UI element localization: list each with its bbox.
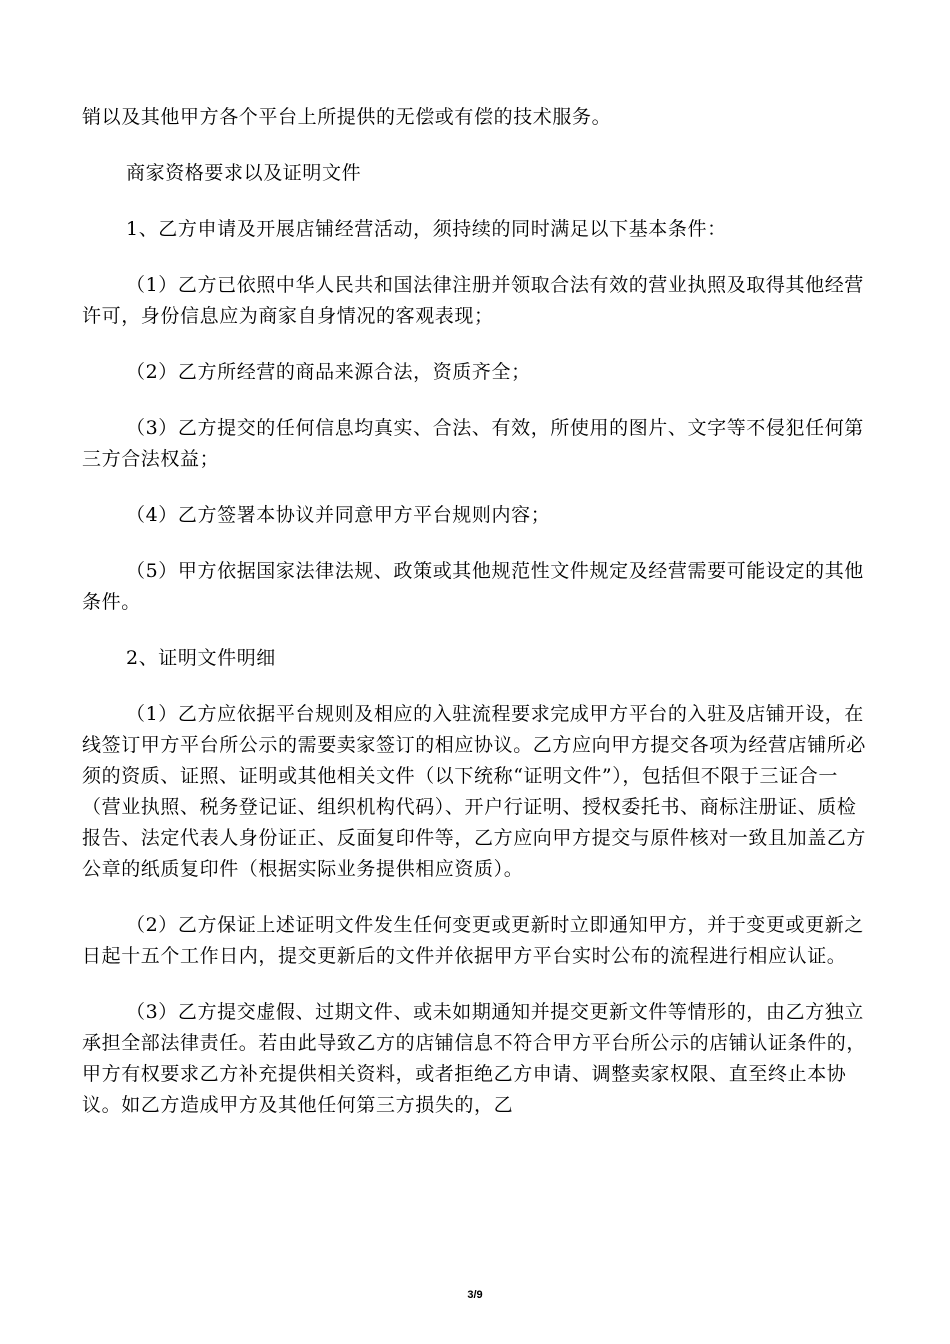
document-body [82, 102, 868, 1146]
condition-4: （4）乙方签署本协议并同意甲方平台规则内容； [126, 504, 551, 526]
condition-3: （3）乙方提交的任何信息均真实、合法、有效，所使用的图片、文字等不侵犯任何第三方合法权益； [82, 417, 864, 470]
condition-5: （5）甲方依据国家法律法规、政策或其他规范性文件规定及经营需要可能设定的其他条件。 [82, 560, 864, 613]
clause-2-document-details: 2、证明文件明细 [126, 647, 276, 669]
document-detail-2: （2）乙方保证上述证明文件发生任何变更或更新时立即通知甲方，并于变更或更新之日起十五个工作日内，提交更新后的文件并依据甲方平台实时公布的流程进行相应认证。 [82, 914, 864, 967]
condition-1: （1）乙方已依照中华人民共和国法律注册并领取合法有效的营业执照及取得其他经营许可，身份信息应为商家自身情况的客观表现； [82, 274, 864, 327]
condition-2: （2）乙方所经营的商品来源合法，资质齐全； [126, 361, 531, 383]
paragraph-continuation: 销以及其他甲方各个平台上所提供的无偿或有偿的技术服务。 [82, 106, 612, 128]
clause-1-basic-conditions: 1、乙方申请及开展店铺经营活动，须持续的同时满足以下基本条件： [126, 218, 727, 240]
section-heading-merchant-qualifications: 商家资格要求以及证明文件 [126, 162, 362, 184]
document-detail-3: （3）乙方提交虚假、过期文件、或未如期通知并提交更新文件等情形的，由乙方独立承担全部法律责任。若由此导致乙方的店铺信息不符合甲方平台所公示的店铺认证条件的，甲方有权要求乙方补充提供相关资料，或者拒绝乙方申请、调整卖家权限、直至终止本协议。如乙方造成甲方及其他任何第三方损失的，乙 [82, 1001, 867, 1116]
page-number: 3/9 [467, 1289, 483, 1301]
document-detail-1: （1）乙方应依据平台规则及相应的入驻流程要求完成甲方平台的入驻及店铺开设，在线签订甲方平台所公示的需要卖家签订的相应协议。乙方应向甲方提交各项为经营店铺所必须的资质、证照、证明或其他相关文件（以下统称“证明文件”），包括但不限于三证合一（营业执照、税务登记证、组织机构代码）、开户行证明、授权委托书、商标注册证、质检报告、法定代表人身份证正、反面复印件等，乙方应向甲方提交与原件核对一致且加盖乙方公章的纸质复印件（根据实际业务提供相应资质）。 [82, 703, 867, 880]
